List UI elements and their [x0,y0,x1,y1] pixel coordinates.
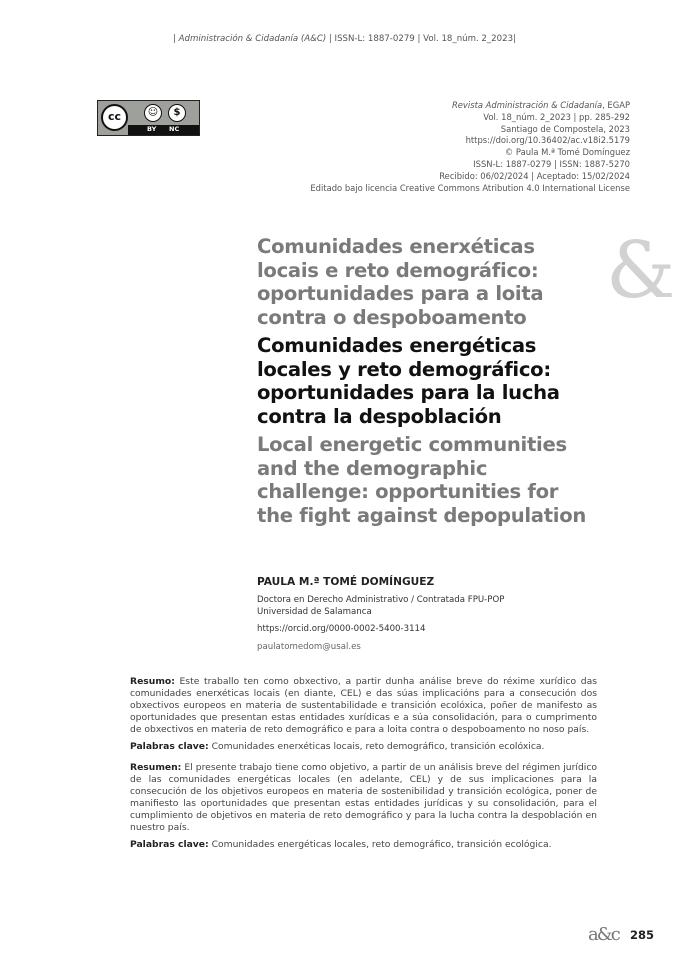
resumo-label: Resumo: [130,676,175,687]
page-number: 285 [630,928,655,942]
keywords-gl-label: Palabras clave: [130,740,209,752]
author-institution: Universidad de Salamanca [257,607,372,617]
abstract-spanish [130,762,597,833]
cc-license-badge[interactable] [97,100,200,136]
meta-license: Editado bajo licencia Creative Commons Atribution 4.0 International License [310,182,630,193]
badge-by-label: BY [147,125,157,133]
meta-dates: Recibido: 06/02/2024 | Aceptado: 15/02/2024 [439,170,630,181]
badge-nc-label: NC [169,125,180,133]
author-position: Doctora en Derecho Administrativo / Contratada FPU-POP [257,595,505,605]
keywords-gl-text: Comunidades enerxéticas locais, reto demográfico, transición ecolóxica. [208,740,545,752]
ampersand-logo: & [606,226,676,316]
resumo-text: Este traballo ten como obxectivo, a partir dunha análise breve do réxime xurídico das comunidades enerxéticas locais (en diante, CEL) e das súas implicacións para a consecución dos obxectivos europeos en materia de sustentabilidade e transición ecolóxica, poñer de manifesto as oportunidades que presentan estas entidades xurídicas e a súa consolidación, para o cumprimento de obxectivos en materia de reto demográfico e para a loita contra o despoboamento no noso país. [130,676,597,735]
resumen-text: El presente trabajo tiene como objetivo, a partir de un análisis breve del régimen jurídico de las comunidades energéticas locales (en adelante, CEL) y de sus implicaciones para la consecución de los objetivos europeos en materia de sostenibilidad y transición ecológica, poner de manifiesto las oportunidades que presentan estas entidades jurídicas y su consolidación, para el cumplimiento de objetivos en materia de reto demográfico y para la lucha contra la despoblación en nuestro país. [130,762,597,833]
keywords-spanish [130,839,597,851]
header-journal: Administración & Cidadanía (A&C) [178,34,327,44]
abstracts [130,676,597,856]
cc-icon: cc [101,104,128,131]
abstract-galician [130,676,597,736]
article-metadata [310,100,630,194]
author-block [257,576,617,652]
meta-place: Santiago de Compostela, 2023 [500,123,630,134]
meta-issn: ISSN-L: 1887-0279 | ISSN: 1887-5270 [473,158,630,169]
resumen-label: Resumen: [130,762,182,774]
meta-volume: Vol. 18_núm. 2_2023 | pp. 285-292 [483,111,630,122]
person-icon: ☺ [144,104,162,122]
header-prefix: | [173,34,179,44]
badge-band [128,125,199,135]
title-galician: Comunidades enerxéticas locais e reto demográfico: oportunidades para a loita contra o despoboamento [257,235,544,329]
meta-doi-link[interactable]: https://doi.org/10.36402/ac.v18i2.5179 [465,135,630,146]
running-header [0,34,689,44]
meta-journal-suffix: , EGAP [602,100,630,110]
titles [257,235,597,532]
author-email-link[interactable]: paulatomedom@usal.es [257,642,361,652]
footer-logo: a&c [588,924,619,945]
author-orcid-link[interactable]: https://orcid.org/0000-0002-5400-3114 [257,624,426,634]
keywords-galician [130,741,597,753]
no-dollar-icon: $ [168,104,186,122]
title-english: Local energetic communities and the demographic challenge: opportunities for the fight against depopulation [257,433,587,527]
meta-copyright: © Paula M.ª Tomé Domínguez [504,147,630,158]
title-spanish: Comunidades energéticas locales y reto demográfico: oportunidades para la lucha contra la despoblación [257,334,560,428]
header-issn-volume: | ISSN-L: 1887-0279 | Vol. 18_núm. 2_2023| [326,34,516,44]
keywords-es-label: Palabras clave: [130,838,209,850]
meta-journal: Revista Administración & Cidadanía [451,100,603,110]
author-name: PAULA M.ª TOMÉ DOMÍNGUEZ [257,576,435,588]
keywords-es-text: Comunidades energéticas locales, reto demográfico, transición ecológica. [208,838,552,850]
